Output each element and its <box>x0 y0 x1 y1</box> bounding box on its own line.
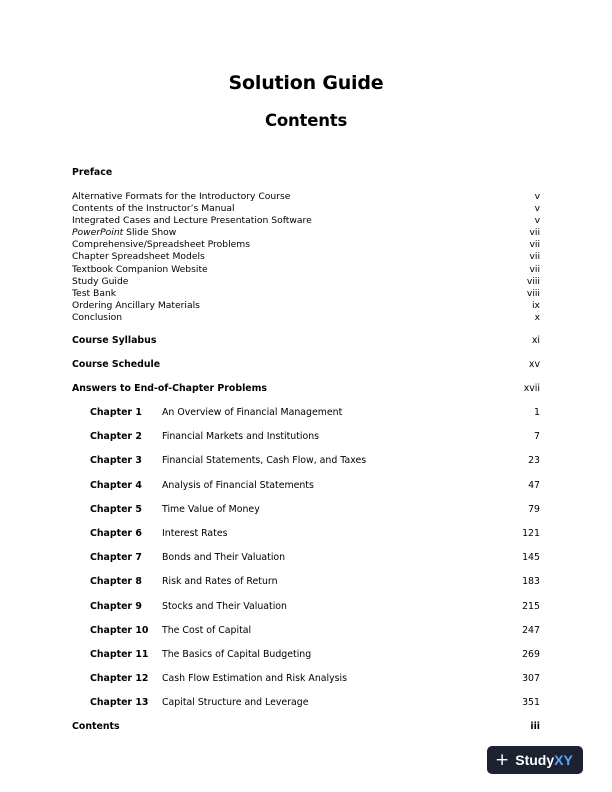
preface-item-page: vii <box>529 227 540 239</box>
chapter-title: Analysis of Financial Statements <box>162 479 314 491</box>
preface-item-label <box>72 191 290 203</box>
preface-item <box>72 227 540 239</box>
chapter-page: 269 <box>522 648 540 660</box>
chapter-row <box>90 625 540 649</box>
preface-item-label <box>72 276 128 288</box>
preface-list <box>72 191 540 324</box>
badge-text-xy: XY <box>554 752 573 768</box>
preface-item-text: Conclusion <box>72 311 123 323</box>
footer-label: Contents <box>72 721 120 732</box>
preface-item-text: Integrated Cases and Lecture Presentation Software <box>72 215 312 227</box>
preface-item-page: viii <box>526 275 540 287</box>
preface-item-text: Slide Show <box>123 227 177 239</box>
chapter-row <box>90 528 540 552</box>
contents-footer <box>72 721 540 733</box>
chapter-row <box>90 504 540 528</box>
chapter-page: 79 <box>528 503 540 515</box>
preface-item-text: Ordering Ancillary Materials <box>72 299 200 311</box>
chapter-row <box>90 480 540 504</box>
preface-item <box>72 300 540 312</box>
preface-item-label <box>72 227 176 239</box>
course-syllabus-entry <box>72 335 540 347</box>
chapter-page: 351 <box>522 697 540 709</box>
preface-item <box>72 215 540 227</box>
chapter-row <box>90 576 540 600</box>
chapter-number: Chapter 4 <box>90 479 142 491</box>
chapter-title: Cash Flow Estimation and Risk Analysis <box>162 673 348 685</box>
preface-item-label <box>72 215 312 227</box>
preface-item-text: Study Guide <box>72 275 129 287</box>
chapter-number: Chapter 12 <box>90 673 149 685</box>
chapter-number: Chapter 6 <box>90 527 142 539</box>
preface-item-text: Textbook Companion Website <box>72 263 208 275</box>
preface-item-text: Chapter Spreadsheet Models <box>72 251 205 263</box>
chapter-page: 307 <box>522 673 540 685</box>
course-schedule-page: xv <box>528 359 540 370</box>
chapter-number: Chapter 8 <box>90 576 142 588</box>
chapter-page: 145 <box>522 552 540 564</box>
preface-item-page: viii <box>526 287 540 299</box>
chapter-title: The Cost of Capital <box>162 624 252 636</box>
chapter-row <box>90 455 540 479</box>
preface-item-text: Comprehensive/Spreadsheet Problems <box>72 239 251 251</box>
preface-item-text: Alternative Formats for the Introductory Course <box>72 191 291 202</box>
chapter-number: Chapter 1 <box>90 407 142 418</box>
course-schedule-label: Course Schedule <box>72 359 161 370</box>
answers-label: Answers to End-of-Chapter Problems <box>72 383 267 394</box>
badge-wordmark <box>515 752 573 768</box>
preface-item <box>72 203 540 215</box>
chapter-title: Risk and Rates of Return <box>162 576 278 588</box>
chapter-number: Chapter 13 <box>90 697 149 709</box>
chapter-row <box>90 697 540 721</box>
preface-item <box>72 239 540 251</box>
studyxy-badge[interactable] <box>487 746 583 774</box>
chapter-page: 23 <box>528 455 540 467</box>
chapter-number: Chapter 2 <box>90 431 142 443</box>
answers-entry <box>72 383 540 395</box>
chapter-number: Chapter 3 <box>90 455 142 467</box>
plus-icon: + <box>495 749 510 770</box>
chapter-title: Financial Statements, Cash Flow, and Taxes <box>162 455 367 467</box>
chapter-number: Chapter 10 <box>90 624 149 636</box>
chapter-title: Stocks and Their Valuation <box>162 600 287 612</box>
preface-item-page: vii <box>529 251 540 263</box>
chapter-row <box>90 407 540 431</box>
preface-item <box>72 288 540 300</box>
chapter-title: Time Value of Money <box>162 503 260 515</box>
preface-item-label <box>72 312 122 324</box>
chapter-title: An Overview of Financial Management <box>162 407 343 418</box>
preface-item-page: ix <box>532 299 540 311</box>
chapter-page: 183 <box>522 576 540 588</box>
preface-heading-label: Preface <box>72 167 113 178</box>
preface-item-page: v <box>534 215 540 227</box>
chapter-row <box>90 552 540 576</box>
preface-item-page: v <box>534 203 540 215</box>
chapter-list <box>90 407 540 721</box>
chapter-row <box>90 673 540 697</box>
preface-item-label <box>72 203 235 215</box>
preface-item-label <box>72 251 205 263</box>
preface-item-page: x <box>534 311 540 323</box>
chapter-number: Chapter 11 <box>90 648 149 660</box>
footer-page-number: iii <box>530 721 540 732</box>
preface-item <box>72 191 540 203</box>
chapter-number: Chapter 7 <box>90 552 142 564</box>
preface-item-page: vii <box>529 239 540 251</box>
preface-item <box>72 312 540 324</box>
chapter-title: Bonds and Their Valuation <box>162 552 286 564</box>
chapter-page: 247 <box>522 624 540 636</box>
preface-item-label <box>72 300 200 312</box>
contents-heading: Contents <box>264 111 348 130</box>
preface-item-text: Contents of the Instructor’s Manual <box>72 203 235 215</box>
chapter-title: The Basics of Capital Budgeting <box>162 648 312 660</box>
preface-item-label <box>72 239 250 251</box>
chapter-title: Financial Markets and Institutions <box>162 431 320 443</box>
preface-item-italic: PowerPoint <box>72 227 124 239</box>
chapter-row <box>90 601 540 625</box>
chapter-number: Chapter 9 <box>90 600 142 612</box>
preface-item <box>72 276 540 288</box>
chapter-row <box>90 431 540 455</box>
chapter-page: 7 <box>534 431 540 443</box>
course-schedule-entry <box>72 359 540 371</box>
chapter-page: 215 <box>522 600 540 612</box>
document-title: Solution Guide <box>228 72 384 94</box>
preface-item-text: Test Bank <box>72 287 117 299</box>
course-syllabus-label: Course Syllabus <box>72 335 157 346</box>
preface-item-label <box>72 264 208 276</box>
chapter-page: 47 <box>528 479 540 491</box>
preface-item-page: v <box>534 191 540 202</box>
chapter-page: 121 <box>522 527 540 539</box>
chapter-title: Interest Rates <box>162 527 228 539</box>
preface-heading <box>72 167 540 179</box>
answers-page: xvii <box>523 383 540 394</box>
preface-item-page: vii <box>529 263 540 275</box>
chapter-title: Capital Structure and Leverage <box>162 697 309 709</box>
badge-text-study: Study <box>515 752 555 768</box>
chapter-number: Chapter 5 <box>90 503 142 515</box>
course-syllabus-page: xi <box>531 335 540 346</box>
chapter-page: 1 <box>534 407 540 418</box>
preface-item <box>72 264 540 276</box>
preface-item-label <box>72 288 116 300</box>
preface-item <box>72 251 540 263</box>
chapter-row <box>90 649 540 673</box>
